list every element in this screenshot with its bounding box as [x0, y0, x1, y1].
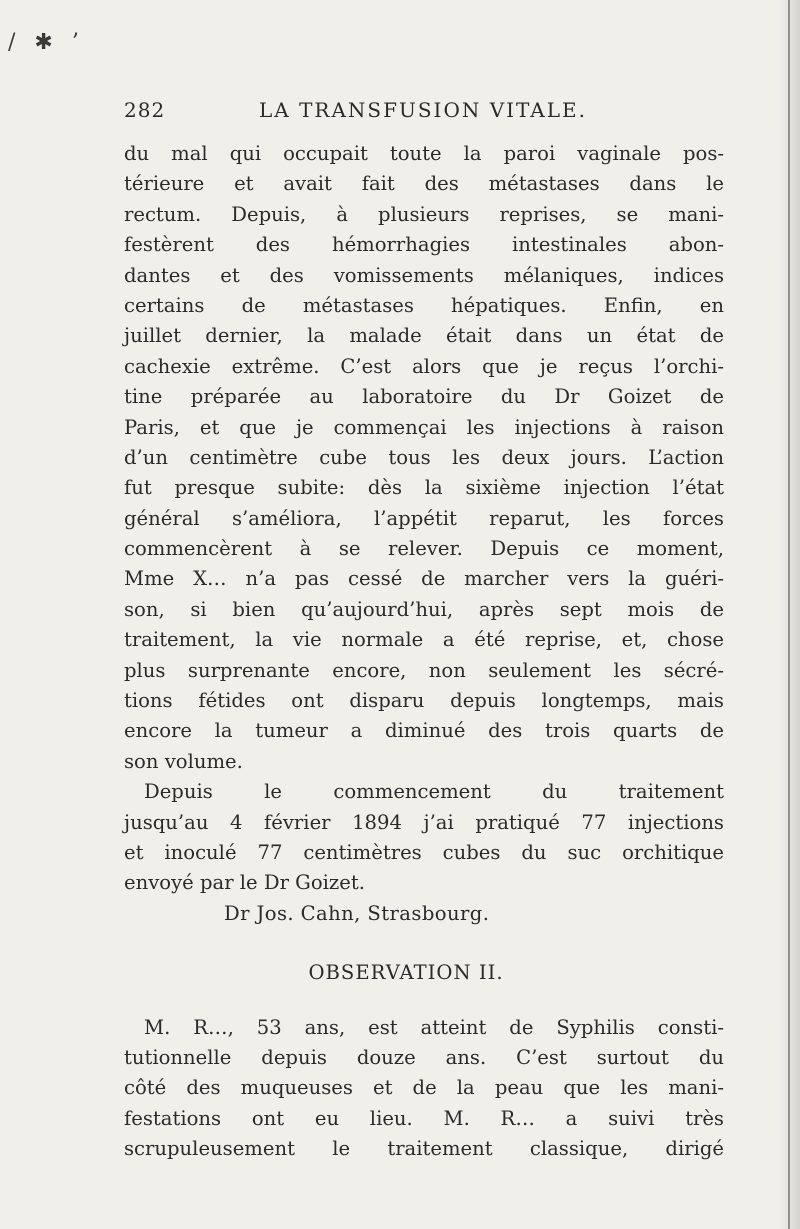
running-title: LA TRANSFUSION VITALE. — [259, 98, 587, 122]
text-line: tine préparée au laboratoire du Dr Goizet de — [124, 385, 724, 409]
text-line: son, si bien qu’aujourd’hui, après sept mois de — [124, 597, 724, 621]
text-line: du mal qui occupait toute la paroi vaginale pos- — [124, 142, 724, 165]
page-edge-line — [788, 0, 790, 1229]
text-line: cachexie extrême. C’est alors que je reçus l’orchi- — [124, 354, 724, 378]
text-line: côté des muqueuses et de la peau que les mani- — [124, 1076, 724, 1100]
text-line: général s’améliora, l’appétit reparut, les forces — [124, 506, 724, 530]
text-line: festations ont eu lieu. M. R… a suivi très — [124, 1106, 724, 1130]
text-line: encore la tumeur a diminué des trois quarts de — [124, 719, 724, 743]
body-text — [124, 139, 724, 1165]
text-line: son volume. — [124, 749, 243, 773]
page-number: 282 — [124, 98, 166, 122]
text-line: scrupuleusement le traitement classique, dirigé — [124, 1137, 724, 1161]
text-line: traitement, la vie normale a été reprise, et, chose — [124, 628, 724, 652]
text-line: envoyé par le Dr Goizet. — [124, 871, 365, 895]
margin-ink-mark: / ✱ ’ — [8, 30, 85, 55]
text-line: fut presque subite: dès la sixième injection l’état — [124, 476, 724, 500]
text-line: plus surprenante encore, non seulement les sécré- — [124, 658, 724, 682]
text-line: jusqu’au 4 février 1894 j’ai pratiqué 77 injections — [124, 810, 724, 834]
text-line: et inoculé 77 centimètres cubes du suc orchitique — [124, 840, 724, 864]
text-line: rectum. Depuis, à plusieurs reprises, se mani- — [124, 202, 724, 226]
text-line: Depuis le commencement du traitement — [144, 780, 724, 804]
text-line: tutionnelle depuis douze ans. C’est surtout du — [124, 1045, 724, 1069]
text-line: commencèrent à se relever. Depuis ce moment, — [124, 537, 724, 561]
text-line: festèrent des hémorrhagies intestinales abon- — [124, 233, 724, 257]
text-line: M. R…, 53 ans, est atteint de Syphilis consti- — [144, 1015, 724, 1039]
text-line: d’un centimètre cube tous les deux jours. L’action — [124, 445, 724, 469]
signature: Dr Jos. Cahn, Strasbourg. — [224, 901, 490, 925]
text-line: juillet dernier, la malade était dans un état de — [124, 324, 724, 348]
text-line: Mme X… n’a pas cessé de marcher vers la guéri- — [124, 567, 724, 591]
text-line: certains de métastases hépatiques. Enfin, en — [124, 293, 724, 317]
text-line: tions fétides ont disparu depuis longtemps, mais — [124, 689, 724, 713]
section-heading: OBSERVATION II. — [308, 961, 504, 985]
running-head — [124, 95, 587, 125]
text-line: dantes et des vomissements mélaniques, indices — [124, 263, 724, 287]
text-line: térieure et avait fait des métastases dans le — [124, 172, 724, 196]
text-line: Paris, et que je commençai les injections à raison — [124, 415, 724, 439]
